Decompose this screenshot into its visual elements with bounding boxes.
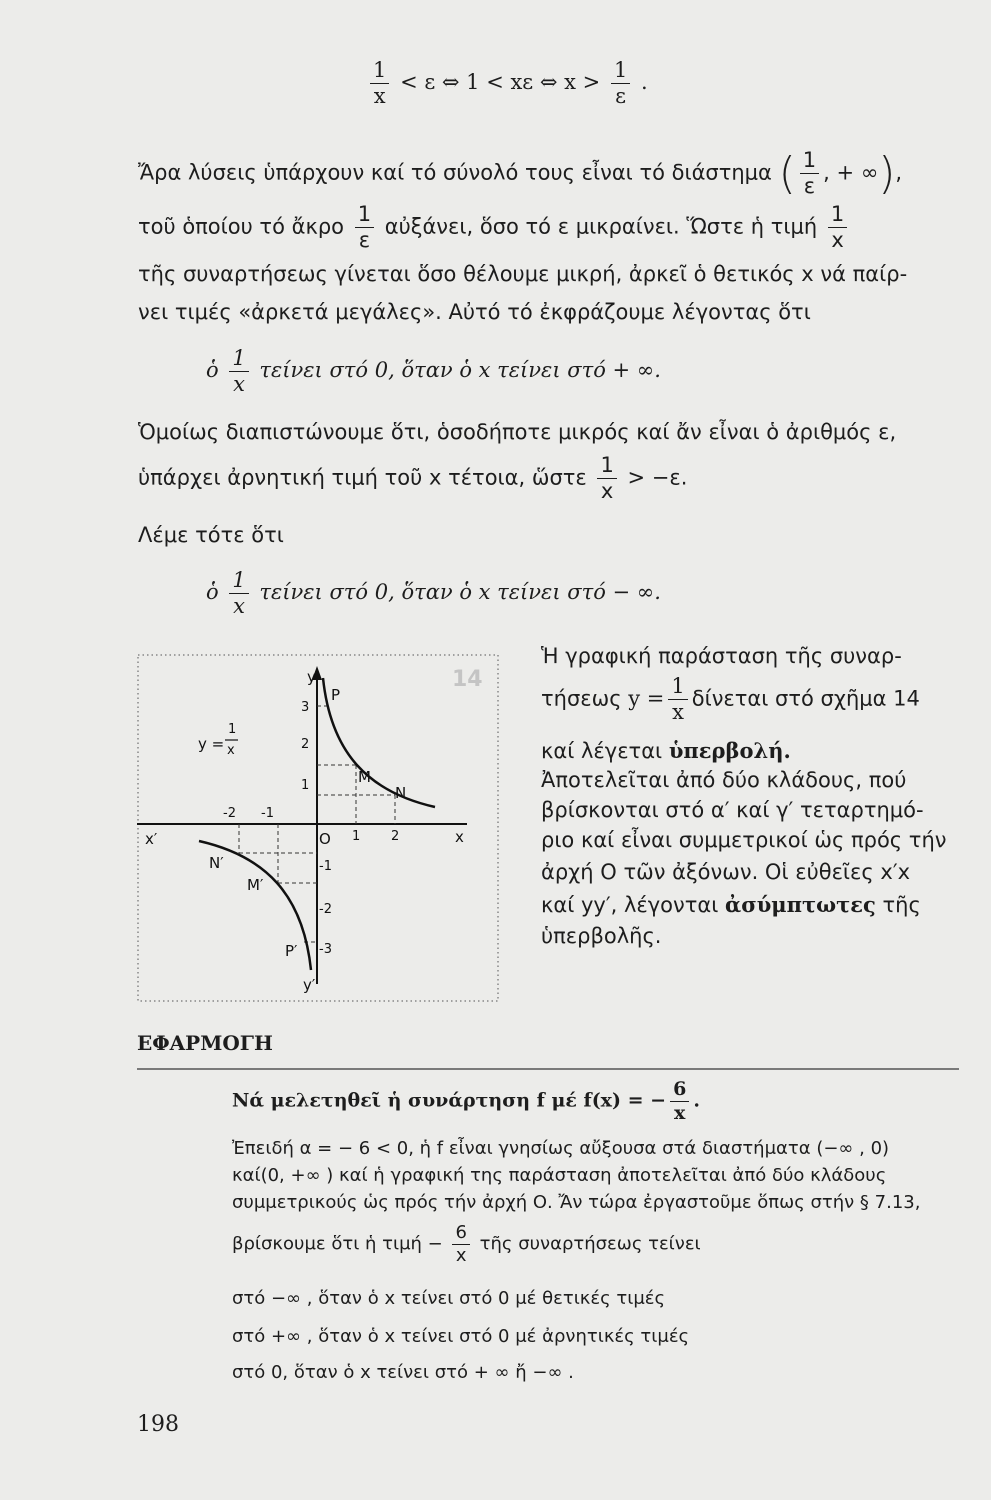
p1-line1: Ἄρα λύσεις ὑπάρχουν καί τό σύνολό τους εἶναι τό διάστημα ( $\frac{1}{\varepsilon}$ , + ∞),	[138, 148, 903, 199]
tick-x-neg1: -1	[261, 806, 274, 821]
point-P-prime: P′	[285, 942, 298, 960]
axis-y-neg-label: y′	[303, 976, 316, 994]
side-line9: ὑπερβολῆς.	[541, 924, 662, 948]
side-line7: ἀρχή Ο τῶν ἀξόνων. Οἱ εὐθεῖες x′x	[541, 860, 911, 884]
tick-x-1: 1	[352, 829, 361, 844]
side-line1: Ἡ γραφική παράσταση τῆς συναρ-	[541, 644, 902, 668]
p1-line2: τοῦ ὁποίου τό ἄκρο $\frac{1}{\varepsilon}$ αὐξάνει, ὅσο τό ε μικραίνει. Ὥστε ἡ τιμή $\frac{1}{x}$	[138, 204, 851, 251]
point-P: P	[331, 686, 341, 704]
tick-y-1: 1	[301, 778, 310, 793]
result-line2: στό +∞ , ὅταν ὁ x τείνει στό 0 μέ ἀρνητικές τιμές	[232, 1326, 690, 1347]
side-line4: Ἀποτελεῖται ἀπό δύο κλάδους, πού	[541, 768, 907, 792]
section-divider	[137, 1068, 959, 1070]
limit-statement-plus-inf: ὁ $\frac{1}{x}$ τείνει στό 0, ὅταν ὁ x τείνει στό + ∞.	[206, 346, 661, 396]
p1-line3: τῆς συναρτήσεως γίνεται ὅσο θέλουμε μικρή, ἀρκεῖ ὁ θετικός x νά παίρ-	[138, 262, 908, 286]
tick-y-neg2: -2	[319, 902, 332, 917]
side-line5: βρίσκονται στό α′ καί γ′ τεταρτημό-	[541, 798, 924, 822]
p2-line1: Ὁμοίως διαπιστώνουμε ὅτι, ὁσοδήποτε μικρός καί ἄν εἶναι ὁ ἀριθμός ε,	[138, 420, 897, 444]
point-M-prime: M′	[247, 876, 264, 894]
result-line3: στό 0, ὅταν ὁ x τείνει στό + ∞ ἤ −∞ .	[232, 1362, 574, 1383]
application-title: Νά μελετηθεῖ ἡ συνάρτηση f μέ f(x) = − $\frac{6}{x}$ .	[232, 1078, 700, 1124]
curve-equation-den: x	[227, 743, 235, 758]
side-line2: τήσεως y = $\frac{1}{x}$ δίνεται στό σχῆμα 14	[541, 674, 920, 724]
figure-hyperbola	[137, 654, 499, 1002]
curve-equation-num: 1	[228, 722, 237, 737]
tick-x-2: 2	[391, 829, 400, 844]
equation-epsilon: $\frac{1}{x}$ < ε ⇔ 1 < xε ⇔ x > $\frac{1}{\varepsilon}$ .	[366, 60, 648, 107]
tick-y-neg1: -1	[319, 859, 332, 874]
axis-x-label: x	[455, 828, 464, 846]
origin-label: O	[319, 830, 331, 848]
application-line2: καί(0, +∞ ) καί ἡ γραφική της παράσταση ἀποτελεῖται ἀπό δύο κλάδους	[232, 1165, 887, 1186]
fraction-one-over-eps: $\frac{1}{\varepsilon}$	[611, 60, 630, 107]
point-N: N	[395, 784, 407, 802]
tick-y-2: 2	[301, 737, 310, 752]
point-N-prime: N′	[209, 854, 224, 872]
axis-y-label: y	[307, 668, 316, 686]
tick-y-neg3: -3	[319, 942, 332, 957]
axis-x-neg-label: x′	[145, 830, 158, 848]
side-line3: καί λέγεται ὑπερβολή.	[541, 738, 791, 763]
tick-x-neg2: -2	[223, 806, 236, 821]
tick-y-3: 3	[301, 700, 310, 715]
application-line1: Ἐπειδή α = − 6 < 0, ἡ f εἶναι γνησίως αὔξουσα στά διαστήματα (−∞ , 0)	[232, 1138, 890, 1159]
side-line8: καί yy′, λέγονται ἀσύμπτωτες τῆς	[541, 892, 921, 917]
point-M: M	[358, 768, 371, 786]
limit-statement-minus-inf: ὁ $\frac{1}{x}$ τείνει στό 0, ὅταν ὁ x τείνει στό − ∞.	[206, 568, 661, 618]
side-line6: ριο καί εἶναι συμμετρικοί ὡς πρός τήν	[541, 828, 947, 852]
application-line3: συμμετρικούς ὡς πρός τήν ἀρχή Ο. Ἄν τώρα ἐργαστοῦμε ὅπως στήν § 7.13,	[232, 1192, 921, 1213]
page-number: 198	[137, 1412, 179, 1437]
p2-line2: ὑπάρχει ἀρνητική τιμή τοῦ x τέτοια, ὥστε $\frac{1}{x}$ > −ε.	[138, 453, 688, 503]
p2-line3: Λέμε τότε ὅτι	[138, 523, 284, 547]
figure-number: 14	[452, 667, 483, 692]
fraction-one-over-x: $\frac{1}{x}$	[370, 60, 389, 107]
application-heading: ΕΦΑΡΜΟΓΗ	[137, 1031, 273, 1055]
curve-equation-label: y =	[198, 735, 225, 753]
application-line4: βρίσκουμε ὅτι ἡ τιμή − $\frac{6}{x}$ τῆς συναρτήσεως τείνει	[232, 1222, 701, 1266]
result-line1: στό −∞ , ὅταν ὁ x τείνει στό 0 μέ θετικές τιμές	[232, 1288, 666, 1309]
p1-line4: νει τιμές «ἀρκετά μεγάλες». Αὐτό τό ἐκφράζουμε λέγοντας ὅτι	[138, 300, 811, 324]
